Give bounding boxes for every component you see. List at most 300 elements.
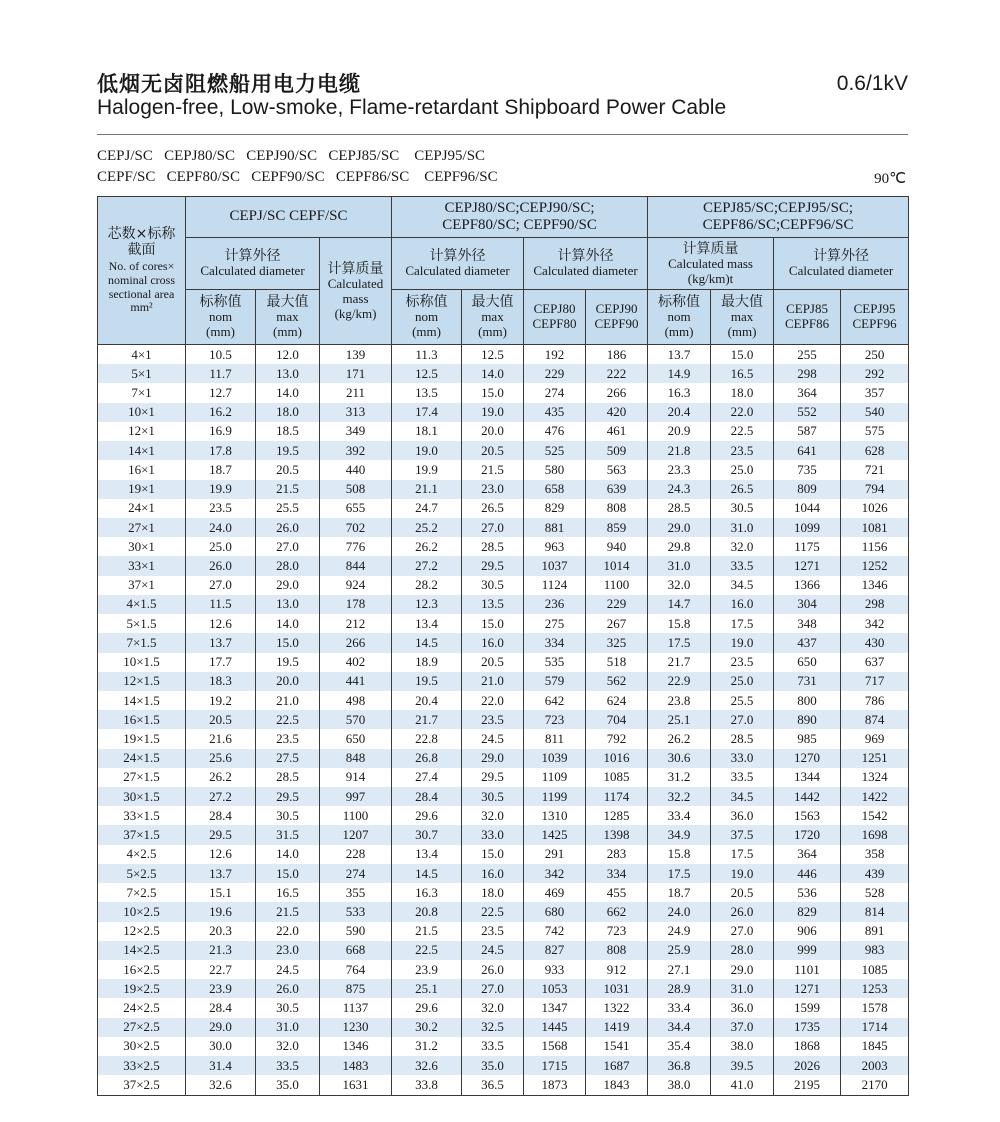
title-divider — [97, 134, 908, 135]
table-cell: 642 — [524, 691, 586, 710]
nom-cn: 标称值 — [658, 294, 701, 311]
table-cell: 1715 — [524, 1056, 586, 1075]
table-row — [98, 614, 909, 633]
table-cell: 1687 — [586, 1056, 648, 1075]
cores-cell: 19×1 — [98, 480, 186, 499]
table-cell: 983 — [841, 941, 909, 960]
table-row — [98, 653, 909, 672]
header-g3-calc-mass-en: Calculated mass — [668, 255, 753, 271]
table-cell: 21.5 — [392, 922, 462, 941]
table-cell: 704 — [586, 710, 648, 729]
table-cell: 1631 — [320, 1075, 392, 1095]
table-cell: 313 — [320, 403, 392, 422]
table-cell: 25.5 — [711, 691, 774, 710]
table-cell: 32.0 — [711, 537, 774, 556]
table-cell: 2026 — [774, 1056, 841, 1075]
table-cell: 1422 — [841, 787, 909, 806]
cores-cell: 27×1.5 — [98, 768, 186, 787]
header-g2-calc-diameter-cn: 计算外径 — [429, 247, 486, 264]
table-cell: 15.0 — [256, 633, 320, 652]
table-cell: 18.7 — [648, 883, 711, 902]
table-body — [98, 345, 909, 1096]
table-cell: 1285 — [586, 806, 648, 825]
table-cell: 580 — [524, 460, 586, 479]
header-cepj95-cepf96 — [841, 290, 909, 345]
table-cell: 267 — [586, 614, 648, 633]
table-cell: 186 — [586, 345, 648, 365]
table-cell: 12.6 — [186, 845, 256, 864]
table-cell: 1175 — [774, 537, 841, 556]
table-cell: 28.0 — [256, 556, 320, 575]
table-cell: 570 — [320, 710, 392, 729]
table-cell: 24.0 — [186, 518, 256, 537]
table-cell: 999 — [774, 941, 841, 960]
table-cell: 334 — [524, 633, 586, 652]
table-cell: 291 — [524, 845, 586, 864]
table-cell: 28.0 — [711, 941, 774, 960]
table-cell: 1419 — [586, 1018, 648, 1037]
table-cell: 34.5 — [711, 576, 774, 595]
table-cell: 20.0 — [256, 672, 320, 691]
cores-cell: 16×2.5 — [98, 960, 186, 979]
table-row — [98, 1075, 909, 1095]
header-group-cepj-cepf: CEPJ/SC CEPF/SC — [186, 197, 392, 238]
table-cell: 1014 — [586, 556, 648, 575]
table-cell: 20.0 — [462, 422, 524, 441]
table-cell: 37.5 — [711, 825, 774, 844]
page-title-cn: 低烟无卤阻燃船用电力电缆 — [97, 72, 361, 96]
table-row — [98, 998, 909, 1017]
table-cell: 31.0 — [648, 556, 711, 575]
table-cell: 476 — [524, 422, 586, 441]
mm-unit: (mm) — [478, 324, 507, 340]
table-cell: 20.4 — [392, 691, 462, 710]
table-cell: 912 — [586, 960, 648, 979]
table-cell: 298 — [841, 595, 909, 614]
table-cell: 794 — [841, 480, 909, 499]
table-cell: 1271 — [774, 556, 841, 575]
table-row — [98, 556, 909, 575]
table-cell: 26.0 — [256, 979, 320, 998]
header-cores-en: No. of cores× nominal cross sectional area — [108, 259, 175, 301]
table-cell: 24.7 — [392, 499, 462, 518]
table-cell: 702 — [320, 518, 392, 537]
table-cell: 735 — [774, 460, 841, 479]
table-cell: 250 — [841, 345, 909, 365]
cores-cell: 33×2.5 — [98, 1056, 186, 1075]
header-group-85-95-line2: CEPF86/SC;CEPF96/SC — [702, 217, 854, 233]
header-g1-calc-diameter — [186, 238, 320, 290]
table-cell: 29.8 — [648, 537, 711, 556]
table-cell: 23.5 — [256, 729, 320, 748]
table-cell: 15.8 — [648, 614, 711, 633]
table-cell: 827 — [524, 941, 586, 960]
table-cell: 22.5 — [392, 941, 462, 960]
table-cell: 21.0 — [462, 672, 524, 691]
table-cell: 32.0 — [462, 806, 524, 825]
table-cell: 30.6 — [648, 749, 711, 768]
table-cell: 19.9 — [186, 480, 256, 499]
header-group-80-90-line2: CEPF80/SC; CEPF90/SC — [442, 217, 597, 233]
table-cell: 800 — [774, 691, 841, 710]
table-cell: 1483 — [320, 1056, 392, 1075]
table-cell: 14.5 — [392, 633, 462, 652]
table-cell: 35.0 — [256, 1075, 320, 1095]
table-cell: 30.5 — [711, 499, 774, 518]
cores-cell: 12×2.5 — [98, 922, 186, 941]
table-cell: 26.0 — [256, 518, 320, 537]
table-cell: 533 — [320, 902, 392, 921]
table-cell: 16.0 — [462, 633, 524, 652]
table-cell: 1868 — [774, 1037, 841, 1056]
header-group-85-95-line1: CEPJ85/SC;CEPJ95/SC; — [703, 199, 854, 216]
table-cell: 874 — [841, 710, 909, 729]
table-cell: 23.5 — [462, 710, 524, 729]
table-cell: 29.0 — [648, 518, 711, 537]
table-row — [98, 883, 909, 902]
table-cell: 776 — [320, 537, 392, 556]
table-cell: 26.2 — [392, 537, 462, 556]
header-g1-calc-diameter-cn: 计算外径 — [224, 247, 281, 264]
header-g1-max — [256, 290, 320, 345]
table-cell: 18.3 — [186, 672, 256, 691]
table-cell: 24.3 — [648, 480, 711, 499]
table-cell: 808 — [586, 941, 648, 960]
table-cell: 528 — [841, 883, 909, 902]
table-row — [98, 960, 909, 979]
table-cell: 13.0 — [256, 364, 320, 383]
table-cell: 19.2 — [186, 691, 256, 710]
table-cell: 721 — [841, 460, 909, 479]
table-cell: 723 — [524, 710, 586, 729]
table-cell: 525 — [524, 441, 586, 460]
table-cell: 19.0 — [462, 403, 524, 422]
table-cell: 19.5 — [256, 653, 320, 672]
header-g3-nom — [648, 290, 711, 345]
table-cell: 229 — [586, 595, 648, 614]
cores-cell: 5×2.5 — [98, 864, 186, 883]
table-row — [98, 672, 909, 691]
table-cell: 14.0 — [256, 845, 320, 864]
table-cell: 28.4 — [186, 998, 256, 1017]
table-cell: 17.8 — [186, 441, 256, 460]
cores-cell: 16×1.5 — [98, 710, 186, 729]
table-cell: 13.4 — [392, 614, 462, 633]
table-cell: 1270 — [774, 749, 841, 768]
header-g3-calc-diameter-en: Calculated diameter — [788, 263, 894, 279]
table-cell: 29.0 — [711, 960, 774, 979]
table-cell: 680 — [524, 902, 586, 921]
cores-cell: 12×1 — [98, 422, 186, 441]
header-g1-calc-mass-en: Calculated mass — [327, 275, 384, 306]
table-cell: 16.0 — [711, 595, 774, 614]
header-g3-calc-mass-cn: 计算质量 — [682, 240, 739, 257]
table-cell: 2170 — [841, 1075, 909, 1095]
table-cell: 31.0 — [256, 1018, 320, 1037]
table-cell: 461 — [586, 422, 648, 441]
table-cell: 22.5 — [462, 902, 524, 921]
table-row — [98, 403, 909, 422]
header-group-85-95 — [648, 197, 909, 238]
table-cell: 24.5 — [462, 941, 524, 960]
table-cell: 1101 — [774, 960, 841, 979]
model-cepj90: CEPJ90 — [595, 301, 638, 317]
table-cell: 357 — [841, 383, 909, 402]
table-row — [98, 825, 909, 844]
table-cell: 19.0 — [711, 864, 774, 883]
table-cell: 274 — [320, 864, 392, 883]
table-cell: 16.3 — [392, 883, 462, 902]
table-cell: 32.0 — [256, 1037, 320, 1056]
table-cell: 30.5 — [462, 787, 524, 806]
table-cell: 742 — [524, 922, 586, 941]
table-cell: 1085 — [586, 768, 648, 787]
table-cell: 20.8 — [392, 902, 462, 921]
table-cell: 20.3 — [186, 922, 256, 941]
nom-en: nom — [667, 309, 691, 325]
table-cell: 12.7 — [186, 383, 256, 402]
table-cell: 17.7 — [186, 653, 256, 672]
table-cell: 24.9 — [648, 922, 711, 941]
header-g3-calc-mass — [648, 238, 774, 290]
model-cepj85: CEPJ85 — [786, 301, 828, 317]
nom-cn: 标称值 — [199, 294, 242, 311]
table-cell: 16.5 — [256, 883, 320, 902]
table-cell: 32.2 — [648, 787, 711, 806]
table-cell: 21.0 — [256, 691, 320, 710]
table-row — [98, 364, 909, 383]
table-cell: 435 — [524, 403, 586, 422]
table-row — [98, 576, 909, 595]
table-cell: 1873 — [524, 1075, 586, 1095]
table-cell: 24.0 — [648, 902, 711, 921]
table-cell: 29.5 — [186, 825, 256, 844]
table-cell: 437 — [774, 633, 841, 652]
table-cell: 22.0 — [462, 691, 524, 710]
table-cell: 1735 — [774, 1018, 841, 1037]
cores-cell: 37×1.5 — [98, 825, 186, 844]
table-cell: 1845 — [841, 1037, 909, 1056]
cores-cell: 4×1 — [98, 345, 186, 365]
max-cn: 最大值 — [266, 294, 309, 311]
model-list-line-1: CEPJ/SC CEPJ80/SC CEPJ90/SC CEPJ85/SC CEPJ95/SC — [97, 148, 486, 164]
table-cell: 28.5 — [648, 499, 711, 518]
table-cell: 283 — [586, 845, 648, 864]
table-row — [98, 845, 909, 864]
table-cell: 1578 — [841, 998, 909, 1017]
table-cell: 1100 — [320, 806, 392, 825]
table-cell: 22.9 — [648, 672, 711, 691]
model-cepf86: CEPF86 — [785, 316, 830, 331]
table-cell: 1563 — [774, 806, 841, 825]
table-cell: 829 — [774, 902, 841, 921]
cores-cell: 33×1.5 — [98, 806, 186, 825]
table-cell: 28.5 — [256, 768, 320, 787]
table-cell: 348 — [774, 614, 841, 633]
table-cell: 1599 — [774, 998, 841, 1017]
table-cell: 22.5 — [711, 422, 774, 441]
table-cell: 27.1 — [648, 960, 711, 979]
table-cell: 1109 — [524, 768, 586, 787]
cores-cell: 7×1.5 — [98, 633, 186, 652]
table-cell: 1099 — [774, 518, 841, 537]
table-cell: 12.5 — [462, 345, 524, 365]
table-cell: 518 — [586, 653, 648, 672]
table-cell: 25.9 — [648, 941, 711, 960]
table-cell: 33.5 — [462, 1037, 524, 1056]
table-cell: 29.5 — [462, 768, 524, 787]
table-cell: 658 — [524, 480, 586, 499]
table-cell: 1541 — [586, 1037, 648, 1056]
table-cell: 13.0 — [256, 595, 320, 614]
nom-en: nom — [208, 309, 233, 325]
table-cell: 21.1 — [392, 480, 462, 499]
table-cell: 23.5 — [462, 922, 524, 941]
table-cell: 21.3 — [186, 941, 256, 960]
table-cell: 18.0 — [462, 883, 524, 902]
header-g3-mass-unit: (kg/km)t — [687, 270, 734, 286]
table-cell: 27.2 — [392, 556, 462, 575]
table-cell: 1039 — [524, 749, 586, 768]
table-cell: 18.7 — [186, 460, 256, 479]
header-g2-second-cn: 计算外径 — [557, 247, 614, 264]
table-cell: 358 — [841, 845, 909, 864]
table-row — [98, 1037, 909, 1056]
table-cell: 16.9 — [186, 422, 256, 441]
table-cell: 1398 — [586, 825, 648, 844]
table-cell: 22.5 — [256, 710, 320, 729]
table-cell: 21.6 — [186, 729, 256, 748]
table-cell: 19.9 — [392, 460, 462, 479]
table-cell: 1137 — [320, 998, 392, 1017]
table-cell: 764 — [320, 960, 392, 979]
table-cell: 17.5 — [648, 864, 711, 883]
header-g2-max — [462, 290, 524, 345]
table-cell: 25.5 — [256, 499, 320, 518]
table-cell: 24.5 — [462, 729, 524, 748]
table-cell: 13.4 — [392, 845, 462, 864]
table-cell: 29.5 — [256, 787, 320, 806]
table-cell: 15.1 — [186, 883, 256, 902]
table-cell: 420 — [586, 403, 648, 422]
table-cell: 440 — [320, 460, 392, 479]
table-cell: 31.4 — [186, 1056, 256, 1075]
table-cell: 20.5 — [462, 441, 524, 460]
table-cell: 848 — [320, 749, 392, 768]
table-cell: 14.9 — [648, 364, 711, 383]
table-cell: 41.0 — [711, 1075, 774, 1095]
table-cell: 18.0 — [256, 403, 320, 422]
table-cell: 30.2 — [392, 1018, 462, 1037]
table-cell: 22.0 — [711, 403, 774, 422]
table-cell: 25.1 — [392, 979, 462, 998]
table-cell: 212 — [320, 614, 392, 633]
table-cell: 536 — [774, 883, 841, 902]
cores-cell: 27×1 — [98, 518, 186, 537]
table-cell: 19.6 — [186, 902, 256, 921]
table-row — [98, 710, 909, 729]
table-cell: 1442 — [774, 787, 841, 806]
model-cepj95: CEPJ95 — [853, 301, 896, 317]
table-cell: 1053 — [524, 979, 586, 998]
table-cell: 1445 — [524, 1018, 586, 1037]
table-row — [98, 941, 909, 960]
table-cell: 639 — [586, 480, 648, 499]
table-cell: 924 — [320, 576, 392, 595]
table-cell: 236 — [524, 595, 586, 614]
table-row — [98, 864, 909, 883]
table-row — [98, 902, 909, 921]
header-cores-cn: 芯数×标称截面 — [107, 225, 176, 258]
table-cell: 36.5 — [462, 1075, 524, 1095]
table-cell: 1568 — [524, 1037, 586, 1056]
table-cell: 30.5 — [256, 998, 320, 1017]
table-cell: 441 — [320, 672, 392, 691]
table-cell: 139 — [320, 345, 392, 365]
table-cell: 19.5 — [392, 672, 462, 691]
cores-cell: 30×1.5 — [98, 787, 186, 806]
header-cepj80-cepf80 — [524, 290, 586, 345]
table-cell: 655 — [320, 499, 392, 518]
table-cell: 12.5 — [392, 364, 462, 383]
table-cell: 18.0 — [711, 383, 774, 402]
table-cell: 392 — [320, 441, 392, 460]
table-cell: 1124 — [524, 576, 586, 595]
header-cepj90-cepf90 — [586, 290, 648, 345]
table-cell: 24.5 — [256, 960, 320, 979]
table-cell: 1347 — [524, 998, 586, 1017]
table-cell: 22.0 — [256, 922, 320, 941]
table-cell: 717 — [841, 672, 909, 691]
table-row — [98, 345, 909, 365]
cores-cell: 7×1 — [98, 383, 186, 402]
table-cell: 12.6 — [186, 614, 256, 633]
table-cell: 27.2 — [186, 787, 256, 806]
table-cell: 33.4 — [648, 806, 711, 825]
table-cell: 334 — [586, 864, 648, 883]
cores-cell: 30×1 — [98, 537, 186, 556]
table-cell: 275 — [524, 614, 586, 633]
table-cell: 23.0 — [256, 941, 320, 960]
table-cell: 18.9 — [392, 653, 462, 672]
table-cell: 20.5 — [462, 653, 524, 672]
table-cell: 15.0 — [462, 845, 524, 864]
cores-cell: 24×2.5 — [98, 998, 186, 1017]
table-cell: 844 — [320, 556, 392, 575]
table-cell: 1344 — [774, 768, 841, 787]
cores-cell: 7×2.5 — [98, 883, 186, 902]
table-row — [98, 422, 909, 441]
table-cell: 31.5 — [256, 825, 320, 844]
mm-unit: (mm) — [412, 324, 441, 340]
table-cell: 20.5 — [186, 710, 256, 729]
table-cell: 20.9 — [648, 422, 711, 441]
table-cell: 875 — [320, 979, 392, 998]
table-cell: 14.5 — [392, 864, 462, 883]
table-cell: 26.5 — [711, 480, 774, 499]
table-cell: 1156 — [841, 537, 909, 556]
table-cell: 29.0 — [256, 576, 320, 595]
table-cell: 21.7 — [392, 710, 462, 729]
header-g3-calc-diameter-cn: 计算外径 — [813, 247, 870, 264]
table-cell: 25.0 — [711, 460, 774, 479]
table-cell: 29.6 — [392, 806, 462, 825]
cores-cell: 33×1 — [98, 556, 186, 575]
table-cell: 349 — [320, 422, 392, 441]
table-cell: 342 — [841, 614, 909, 633]
table-cell: 859 — [586, 518, 648, 537]
table-cell: 28.4 — [186, 806, 256, 825]
